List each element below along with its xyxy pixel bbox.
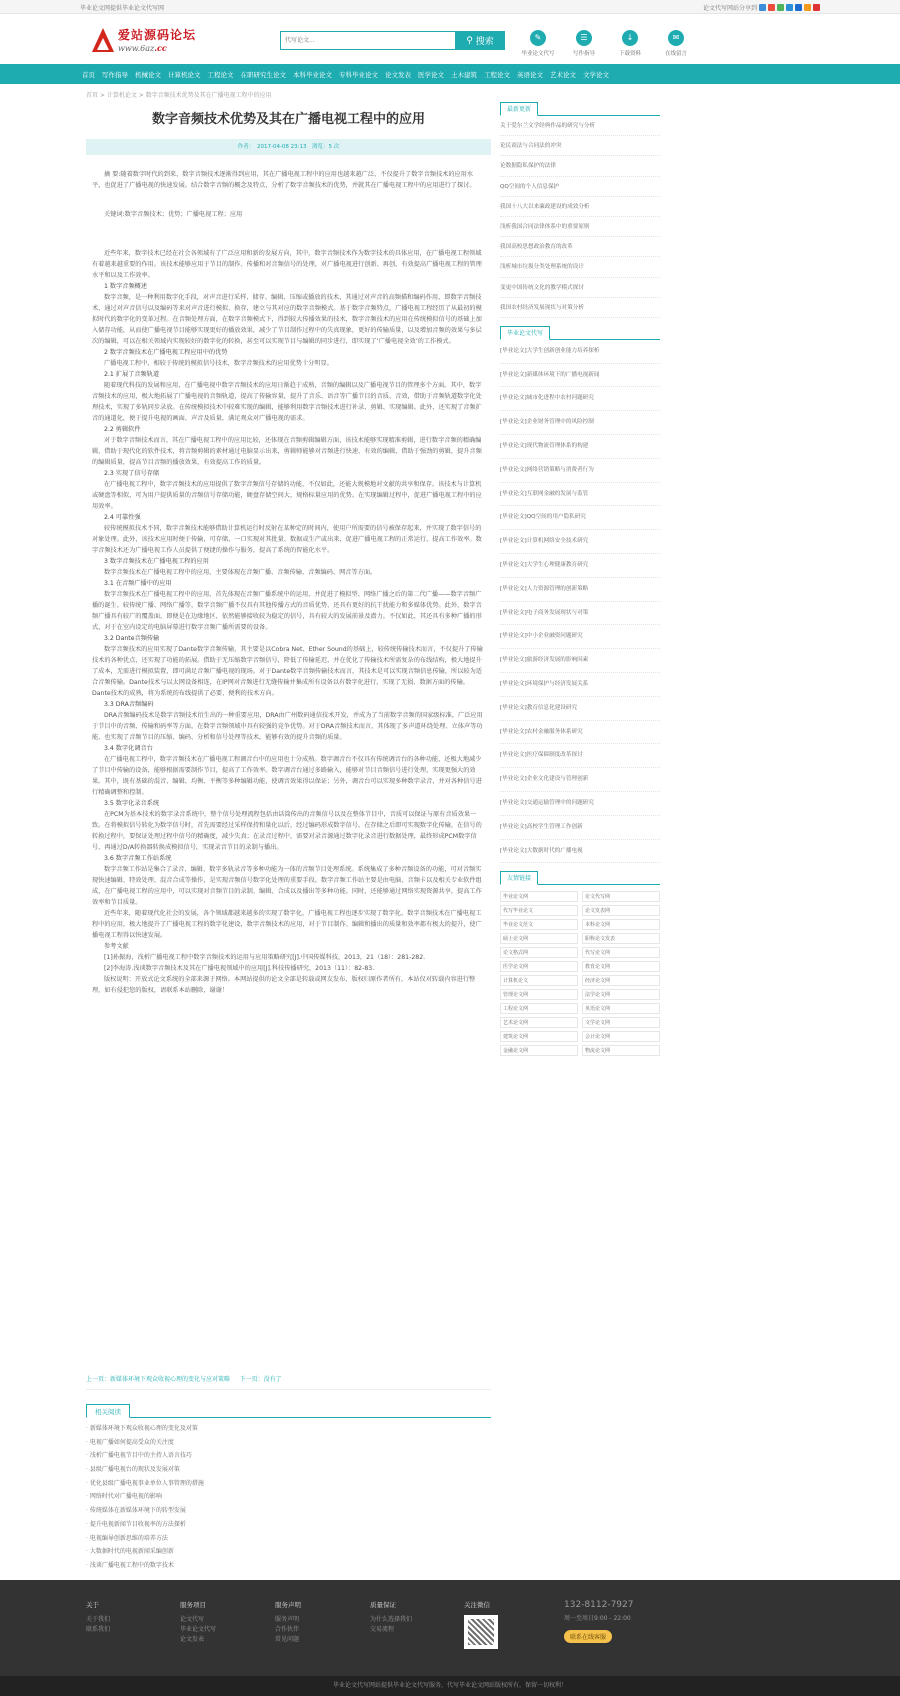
paragraph: 较传统模拟技术不同，数字音频技术能够借助计算机运行时反射在某种定的时间内，使用户所需要的信号被保存起来，并实现了数字信号的对象处理。此外，该技术应用时便于传输，可存储，一口实现对其批量、数据或生产或出来，促进广播电视工程的正常运行，提高工作效率。数字音频技术还为广播电视工作人员提供了便捷的操作与服务，提高了系统的智能化水平。 — [92, 525, 482, 554]
next-link[interactable]: 没有了 — [263, 1376, 282, 1383]
friend-link[interactable]: 代写论文网 — [582, 947, 660, 958]
latest-item[interactable]: 我国高校思想政治教育的改革 — [500, 237, 660, 257]
related-item[interactable]: · 传统媒体在新媒体环境下的转型发展 — [86, 1504, 491, 1518]
quick-links — [520, 30, 694, 57]
related-item[interactable]: · 县级广播电视台的现状及发展对策 — [86, 1463, 491, 1477]
friend-link[interactable]: 法学论文网 — [582, 989, 660, 1000]
paragraph: 对于数字音频技术而言，其在广播电视工程中的应用比较，还体现在音频剪辑编辑方面，该技术能够实现精准剪辑，进行数字音频的精确编辑，借助于现代化的软件技术，将音频剪辑的素材通过电脑显示出来，剪辑师能够对音频进行快速、有效的编辑，借助于强劲的剪辑，提升音频的编辑质量，提高节目音频的播放效果，有效提高工作的质量。 — [92, 437, 482, 466]
quick-link-message[interactable]: ✉ 在线留言 — [658, 30, 694, 57]
footer-link[interactable]: 联系我们 — [86, 1626, 111, 1633]
nav-item[interactable]: 英语论文 — [517, 70, 543, 79]
article-body — [86, 248, 491, 941]
nav-item[interactable]: 艺术论文 — [550, 70, 576, 79]
friend-link[interactable]: 经济论文网 — [582, 975, 660, 986]
grad-item[interactable]: [毕业论文]城市化进程中农村问题研究 — [500, 387, 660, 411]
grad-item[interactable]: [毕业论文]企业文化建设与管理创新 — [500, 768, 660, 792]
grad-item[interactable]: [毕业论文]计算机网络安全技术研究 — [500, 530, 660, 554]
friend-link[interactable]: 建筑论文网 — [500, 1031, 578, 1042]
footer-link[interactable]: 为什么选择我们 — [370, 1616, 413, 1623]
friend-link[interactable]: 代写毕业论文 — [500, 905, 578, 916]
related-item[interactable]: · 大数据时代的电视新闻采编创新 — [86, 1545, 491, 1559]
section-heading: 3.6 数字音频工作站系统 — [104, 855, 172, 862]
latest-item[interactable]: 论数据隐私保护的法律 — [500, 156, 660, 176]
share-label: 论文代写网站分享到 — [702, 4, 757, 12]
logo-url: www.6az.cc — [118, 43, 167, 53]
book-icon: ☰ — [576, 30, 592, 46]
friend-link[interactable]: 毕业论文范文 — [500, 919, 578, 930]
nav-item[interactable]: 工程论文 — [484, 70, 510, 79]
paragraph: 数字音频技术在广播电视工程中的应用，主要体现在音频广播、音频传输、音频编码、网音等方面。 — [104, 569, 377, 576]
footer-contact — [564, 1600, 633, 1643]
share-tencent-icon[interactable] — [786, 4, 793, 11]
friend-links — [500, 871, 660, 1056]
related-reading — [86, 1404, 491, 1573]
friend-link[interactable]: 医学论文网 — [500, 961, 578, 972]
references — [86, 941, 491, 996]
section-heading: 3.3 DRA音频编码 — [104, 701, 154, 708]
grad-item[interactable]: [毕业论文]旅游经济发展的影响因素 — [500, 649, 660, 673]
latest-item[interactable]: 论民商法与合同法的冲突 — [500, 136, 660, 156]
grad-item[interactable]: [毕业论文]互联网金融的发展与监管 — [500, 483, 660, 507]
share-more-icon[interactable] — [804, 4, 811, 11]
friend-link[interactable]: 计算机论文 — [500, 975, 578, 986]
friend-link[interactable]: 教育论文网 — [582, 961, 660, 972]
latest-item[interactable]: 浅析我国合同法律体系中的重要原则 — [500, 217, 660, 237]
breadcrumb: 首页 > 计算机论文 > 数字音频技术优势及其在广播电视工程中的应用 — [86, 92, 272, 99]
article-title: 数字音频技术优势及其在广播电视工程中的应用 — [151, 112, 425, 127]
share-weibo-icon[interactable] — [768, 4, 775, 11]
quick-link-guide[interactable]: ☰ 写作指导 — [566, 30, 602, 57]
friend-link[interactable]: 会计论文网 — [582, 1031, 660, 1042]
article — [86, 102, 491, 996]
share-qzone-icon[interactable] — [759, 4, 766, 11]
paragraph: 在PCM为基本技术的数字录音系统中，整个信号处理流程包括由话筒传出的音频信号以及在整体节目中，音质可以保证与原有音质效果一致。在将模拟信号转化为数字信号时，首先需要经过采样保持和量化以后，经过编码形成数字信号。在存储之后即可实现数字化传输，在信号的转换过程中，要保证处理过程中信号的精确度，减少失真；在录音过程中，需要对录音源通过数字化录音进行数据处理，最终形成PCM数字信号，再通过D/A转换器转换成模拟信号，实现录音节目的录制与播出。 — [92, 811, 482, 851]
friend-link[interactable]: 论文格式网 — [500, 947, 578, 958]
related-item[interactable]: · 浅谈广播电视工程中的数字技术 — [86, 1559, 491, 1573]
grad-item[interactable]: [毕业论文]大学生创新创业能力培养探析 — [500, 340, 660, 364]
main-nav — [0, 64, 900, 84]
latest-item[interactable]: 关于爱尔兰文学经典作品的研究与分析 — [500, 116, 660, 136]
friend-link[interactable]: 硕士论文网 — [500, 933, 578, 944]
section-heading: 2 数字音频技术在广播电视工程应用中的优势 — [104, 349, 228, 356]
nav-item[interactable]: 医学论文 — [418, 70, 444, 79]
footer-link[interactable]: 交易流程 — [370, 1626, 395, 1633]
latest-item[interactable]: 变更中国传统文化的教学模式探讨 — [500, 278, 660, 298]
nav-item[interactable]: 论文发表 — [385, 70, 411, 79]
paragraph: 在广播电视工程中，数字音频技术在广播电视工程调音台中的应用也十分成熟。数字调音台不仅具有传统调音台的各种功能，还极大地减少了节目中传输的设备，能够根据需要制作节目，提高了工作效率。数字调音台通过多路输入，能够对节目音频信号进行处理，实现更强大的效果。其中，既有基础的混音、编辑、均衡、平衡等多种编辑功能，使调音效果得以保证；另外，调音台可以实现多种数字录音，并对各种信号进行精确调整和控制。 — [92, 756, 482, 796]
grad-paper-box — [500, 326, 660, 864]
footer-link[interactable]: 合作伙伴 — [275, 1626, 300, 1633]
grad-item[interactable]: [毕业论文]交通运输管理中的问题研究 — [500, 792, 660, 816]
article-abstract: 摘 要:随着数字时代的到来，数字音频技术逐渐得到应用，其在广播电视工程中的应用也越来越广泛，不仅提升了数字音频技术的应用水平，也促进了广播电视的快速发展。结合数字音频的概念及特点，分析了数字音频技术的优势，并就其在广播电视工程中的应用进行了探讨。 — [92, 171, 476, 189]
nav-item[interactable]: 文学论文 — [583, 70, 609, 79]
section-heading: 3.5 数字化录音系统 — [104, 800, 160, 807]
paragraph: 近些年来，随着现代化社会的发展，各个领域都越来越多的实现了数字化，广播电视工程也逐步实现了数字化。数字音频技术在广播电视工程中的应用，极大地提升了广播电视工程的数字化建设，数字音频技术的应用，对于节目制作、编辑和播出的质量和效率都有极大的提升，使广播电视工程得以快速发展。 — [92, 910, 482, 939]
share-plus-icon[interactable] — [813, 4, 820, 11]
footer — [0, 1580, 900, 1676]
related-item[interactable]: · 电视广播如何提高受众的关注度 — [86, 1436, 491, 1450]
section-heading: 3.2 Dante音频传输 — [104, 635, 160, 642]
friend-link[interactable]: 职称论文发表 — [582, 933, 660, 944]
nav-item[interactable]: 计算机论文 — [168, 70, 201, 79]
section-heading: 3.4 数字化调音台 — [104, 745, 153, 752]
section-heading: 2.1 扩展了音频轨道 — [104, 371, 160, 378]
prev-next: 上一页：新媒体环境下观众收视心理的变化与应对策略 下一页：没有了 — [86, 1374, 491, 1390]
latest-updates — [500, 102, 660, 318]
quick-link-write[interactable]: ✎ 毕业论文代写 — [520, 30, 556, 57]
paragraph: DRA音频编码技术是数字音频技术衍生出的一种重要应用，DRA由广州数码通信技术开发，并成为了当前数字音频的国家级标准，广泛应用于节目中的音频、传输和码率等方面，在数字音频领域中具有较强的竞争优势。对于DRA音频技术而言，其体现了多声道环绕处理、立体声等功能，也实现了音频节目的压缩、编码、分析和信号处理等技术，能够有效的提升音频的质量。 — [92, 712, 483, 741]
friend-link[interactable]: 论文代写网 — [582, 891, 660, 902]
grad-item[interactable]: [毕业论文]中小企业融资问题研究 — [500, 625, 660, 649]
phone-number: 132-8112-7927 — [564, 1600, 634, 1610]
grad-item[interactable]: [毕业论文]企业财务管理中的风险控制 — [500, 411, 660, 435]
share-wechat-icon[interactable] — [777, 4, 784, 11]
grad-item[interactable]: [毕业论文]环境保护与经济发展关系 — [500, 673, 660, 697]
friend-link[interactable]: 金融论文网 — [500, 1045, 578, 1056]
grad-item[interactable]: [毕业论文]人力资源管理的创新策略 — [500, 578, 660, 602]
download-icon: ↓ — [622, 30, 638, 46]
links-title: 友情链接 — [500, 871, 538, 885]
logo-name: 爱站源码论坛 — [118, 28, 197, 42]
latest-item[interactable]: QQ空间的个人信息保护 — [500, 177, 660, 197]
section-heading: 1 数字音频概述 — [104, 283, 148, 290]
grad-item[interactable]: [毕业论文]教育信息化建设研究 — [500, 697, 660, 721]
latest-title: 最新更新 — [500, 102, 538, 116]
footer-col-statement: 服务声明 服务声明 合作伙伴 常见问题 — [275, 1601, 301, 1643]
footer-link[interactable]: 论文代写 — [180, 1616, 205, 1623]
nav-item[interactable]: 专科毕业论文 — [339, 70, 378, 79]
nav-item[interactable]: 首页 — [82, 70, 95, 79]
grad-item[interactable]: [毕业论文]高校学生管理工作创新 — [500, 816, 660, 840]
footer-link[interactable]: 常见问题 — [275, 1636, 300, 1643]
online-service-button[interactable]: 联系在线客服 — [564, 1630, 612, 1643]
mail-icon: ✉ — [668, 30, 684, 46]
related-item[interactable]: · 网络时代对广播电视的影响 — [86, 1490, 491, 1504]
grad-item[interactable]: [毕业论文]网络营销策略与消费者行为 — [500, 459, 660, 483]
grad-item[interactable]: [毕业论文]现代物流管理体系的构建 — [500, 435, 660, 459]
share-renren-icon[interactable] — [795, 4, 802, 11]
footer-wechat: 关注微信 — [464, 1600, 498, 1649]
quick-link-download[interactable]: ↓ 下载资料 — [612, 30, 648, 57]
top-bar-text: 毕业论文网提供毕业论文代写网 — [80, 4, 165, 12]
article-keywords: 关键词:数字音频技术；优势；广播电视工程；应用 — [104, 211, 243, 218]
search-icon: ⚲ — [466, 35, 473, 46]
search-form — [280, 31, 505, 50]
logo-mark-icon — [92, 28, 114, 52]
footer-col-about: 关于 关于我们 联系我们 — [86, 1601, 111, 1633]
friend-link[interactable]: 文学论文网 — [582, 1017, 660, 1028]
related-item[interactable]: · 优化县级广播电视事业单位人事管理的措施 — [86, 1477, 491, 1491]
footer-link[interactable]: 论文发表 — [180, 1636, 205, 1643]
header — [0, 14, 900, 64]
latest-item[interactable]: 我国十八大以来廉政建设的成效分析 — [500, 197, 660, 217]
friend-link[interactable]: 英语论文网 — [582, 1003, 660, 1014]
footer-link[interactable]: 毕业论文代写 — [180, 1626, 217, 1633]
paragraph: 在广播电视工程中，数字音频技术的应用提供了数字音频信号存储的功能，不仅如此，还能大规模地对文献的共享和保存。该技术与计算机或硬盘等相似，可为用户提供质量的音频信号存储功能，硬盘存储空间大，规格标量应用的优势。在实现编辑过程中，促进广播电视工程中的应用效率。 — [92, 481, 482, 510]
grad-item[interactable]: [毕业论文]新媒体环境下的广播电视新闻 — [500, 364, 660, 388]
footer-link[interactable]: 服务声明 — [275, 1616, 300, 1623]
grad-title: 毕业论文代写 — [500, 326, 550, 340]
friend-link[interactable]: 艺术论文网 — [500, 1017, 578, 1028]
friend-link[interactable]: 论文发表网 — [582, 905, 660, 916]
grad-item[interactable]: [毕业论文]大学生心理健康教育研究 — [500, 554, 660, 578]
paragraph: 广播电视工程中，相较于传统的模拟信号技术，数字音频技术的应用优势十分明显。 — [104, 360, 333, 367]
related-item[interactable]: · 提升电视新闻节目收视率的方法探析 — [86, 1518, 491, 1532]
related-item[interactable]: · 浅析广播电视节目中的主持人语言技巧 — [86, 1449, 491, 1463]
nav-item[interactable]: 土木建筑 — [451, 70, 477, 79]
grad-item[interactable]: [毕业论文]大数据时代的广播电视 — [500, 840, 660, 864]
reference-item: [2]李海涛.浅谈数字音频技术及其在广播电视领域中的应用[J].科技传播研究，2013（11）：82-83. — [104, 965, 375, 972]
copyright-notice: 版权说明：开放式论文系统的全部来源于网络。本网站提供的论文全部是转载或网友发布，版权归原作者所有，本站仅对转载内容进行整理，如有侵犯您的版权，请联系本站删除，谢谢！ — [92, 976, 476, 994]
references-title: 参考文献 — [104, 943, 129, 950]
paragraph: 数字音频，是一种利用数字化手段，对声音进行采样、储存、编辑、压缩或播放的技术，其通过对声音的高频描和编码作用，即数字音频技术，通过对声音信号以及编码等来对声音进行模拟、换存，建立与其对应的数字音频模式。基于数字音频特点，广播电视工程经历了从最初的模拟时代的数字化的变革过程。在音频处理方面，在数字音频模式下，得到较大传播效果的技术，数字音频技术的应用在传统模拟信号的基础上加入储存功能，从而使广播电视节目能够实现更好的播放效果，减少了节目制作过程中的失真现象，更好的传输质量，以及增加音频的效果与多层次的编辑，可以在相关领域内实现较好的数字化的转换，甚至可以实现节目与编辑的同步进行，即实现了‘广播电视全效’的工作模式。 — [92, 294, 482, 345]
article-meta: 作者： 2017-04-08 23:13 浏览：5 次 — [86, 139, 491, 155]
footer-col-quality: 质量保证 为什么选择我们 交易流程 — [370, 1601, 413, 1633]
latest-item[interactable]: 我国农村经济发展现状与对策分析 — [500, 298, 660, 318]
grad-item[interactable]: [毕业论文]农村金融服务体系研究 — [500, 721, 660, 745]
nav-item[interactable]: 本科毕业论文 — [293, 70, 332, 79]
section-heading: 3 数字音频技术在广播电视工程的应用 — [104, 558, 209, 565]
nav-item[interactable]: 机械论文 — [135, 70, 161, 79]
nav-item[interactable]: 在职研究生论文 — [240, 70, 286, 79]
section-heading: 3.1 在音频广播中的应用 — [104, 580, 172, 587]
section-heading: 2.2 剪辑软件 — [104, 426, 141, 433]
reference-item: [1]孙振海，浅析广播电视工程中数字音频技术的运用与应用策略研究[J].中国传媒科技，2013，21（18）：281-282. — [104, 954, 426, 961]
pencil-icon: ✎ — [530, 30, 546, 46]
paragraph: 数字音频技术的应用实现了Dante数字音频传输，其主要是以Cobra Net、Ether Sound的基础上，较传统传输技术而言，不仅提升了传输技术的各种优点，还实现了功能的拓展。借助于无压缩数字音频信号，降低了传输延迟，并在优化了传输技术所需复杂的布线结构，极大地提升了成本，无需进行模拟装置，即可满足音频广播电视的现场。对于Dante数字音频传输技术而言，其技术是可以实现音频信息传输，所以较为适合音频传输。Dante技术与以太网设备相连，在IP网对音频进行无缝传输并集成所有设备以有数字化进行，实现了无损、数据方面的传输。Dante技术的成熟，将为系统的布线提供了必要、便利的技术方向。 — [92, 646, 483, 697]
share-bar — [703, 3, 820, 12]
search-button[interactable]: ⚲ 搜索 — [455, 31, 505, 50]
copyright: 毕业论文代写网站提供毕业论文代写服务，代写毕业论文网站版权所有，保留一切权利！ — [0, 1676, 900, 1696]
grad-item[interactable]: [毕业论文]QQ空间的用户隐私研究 — [500, 506, 660, 530]
related-item[interactable]: · 电视编导创新思维的培养方法 — [86, 1532, 491, 1546]
sidebar — [500, 102, 660, 1064]
section-heading: 2.4 可靠性强 — [104, 514, 141, 521]
nav-item[interactable]: 写作指导 — [102, 70, 128, 79]
wechat-qr-code — [464, 1615, 498, 1649]
prev-link[interactable]: 新媒体环境下观众收视心理的变化与应对策略 — [110, 1376, 231, 1383]
footer-col-services: 服务项目 论文代写 毕业论文代写 论文发表 — [180, 1601, 217, 1643]
service-hours: 周一至周日9:00 - 22:00 — [564, 1615, 631, 1622]
footer-link[interactable]: 关于我们 — [86, 1616, 111, 1623]
paragraph: 随着现代科技的发展和应用，在广播电视中数字音频技术的应用日渐趋于成熟，音频的编辑以及广播电视节目的管理多个方面。其中，数字音频技术的应用，极大地拓展了广播电视的音频轨道，提高了传输容量，提升了音乐、语音等广播节目的音质、音效，借助于音频轨道数字化处理技术，实现了多轨同步录放。在传统模拟技术中较难实现的编辑，能够利用数字音频技术进行补录、剪辑、实现编辑。此外，还实现了音频扩音的通道化，便于提升电视的画面、声音及质量，满足观众对广播电视的需求。 — [92, 382, 482, 422]
paragraph: 数字音频工作站是集合了录音、编辑、数字多轨录音等多种功能为一体的音频节目处理系统。系统集成了多种音频设备的功能，可对音频实现快速编辑、特效处理、混音合成等操作，是实现音频信号数字化处理的重要手段。数字音频工作站主要是由电脑、音频卡以及相关专业软件组成，在广播电视工程的应用中，可以实现对音频节目的录制、编辑、合成以及播出等多种功能。同时，还能够通过网络实现资源共享，提高工作效率和节目质量。 — [92, 866, 482, 906]
related-item[interactable]: · 新媒体环境下观众收视心理的变化及对策 — [86, 1422, 491, 1436]
site-logo[interactable] — [92, 26, 196, 53]
friend-link[interactable]: 本科论文网 — [582, 919, 660, 930]
paragraph: 近些年来，数字技术已经在社会各领域有了广泛应用和新的发展方向，其中，数字音频技术作为数字技术的具体应用，在广播电视工程领域有着越来越重要的作用。该技术能够应用于节目的制作、传播和对音频信号的处理，对广播电视进行创新、再创，有效提高广播电视工程的管理水平和以及工作效率。 — [92, 250, 482, 279]
top-bar — [0, 0, 900, 14]
friend-link[interactable]: 物流论文网 — [582, 1045, 660, 1056]
friend-link[interactable]: 工程论文网 — [500, 1003, 578, 1014]
friend-link[interactable]: 毕业论文网 — [500, 891, 578, 902]
section-heading: 2.3 实现了信号存储 — [104, 470, 160, 477]
grad-item[interactable]: [毕业论文]电子商务发展现状与对策 — [500, 602, 660, 626]
nav-item[interactable]: 工程论文 — [207, 70, 234, 79]
friend-link[interactable]: 管理论文网 — [500, 989, 578, 1000]
paragraph: 数字音频技术在广播电视工程中的应用，首先体现在音频广播系统中的运用，并促进了模拟型、网络广播之后的第二代广播——数字音频广播的诞生。较传统广播、网络广播等，数字音频广播不仅具有其他传播方式的音质优势，还具有更好的抗干扰能力和多媒体优势。此外，数字音频广播具有较广的覆盖面，即便是在边缘地区，依然能够接收较为稳定的信号，具有较大的发展前景及潜力。不仅如此，其还具有多种广播的形式，对于在室内设定的电脑屏幕进行数字音频广播所需要的设备。 — [92, 591, 482, 631]
search-input[interactable] — [280, 31, 455, 50]
related-title: 相关阅读 — [86, 1404, 130, 1418]
grad-item[interactable]: [毕业论文]医疗保障制度改革探讨 — [500, 744, 660, 768]
latest-item[interactable]: 浅析城市垃圾分类处理系统的设计 — [500, 257, 660, 277]
